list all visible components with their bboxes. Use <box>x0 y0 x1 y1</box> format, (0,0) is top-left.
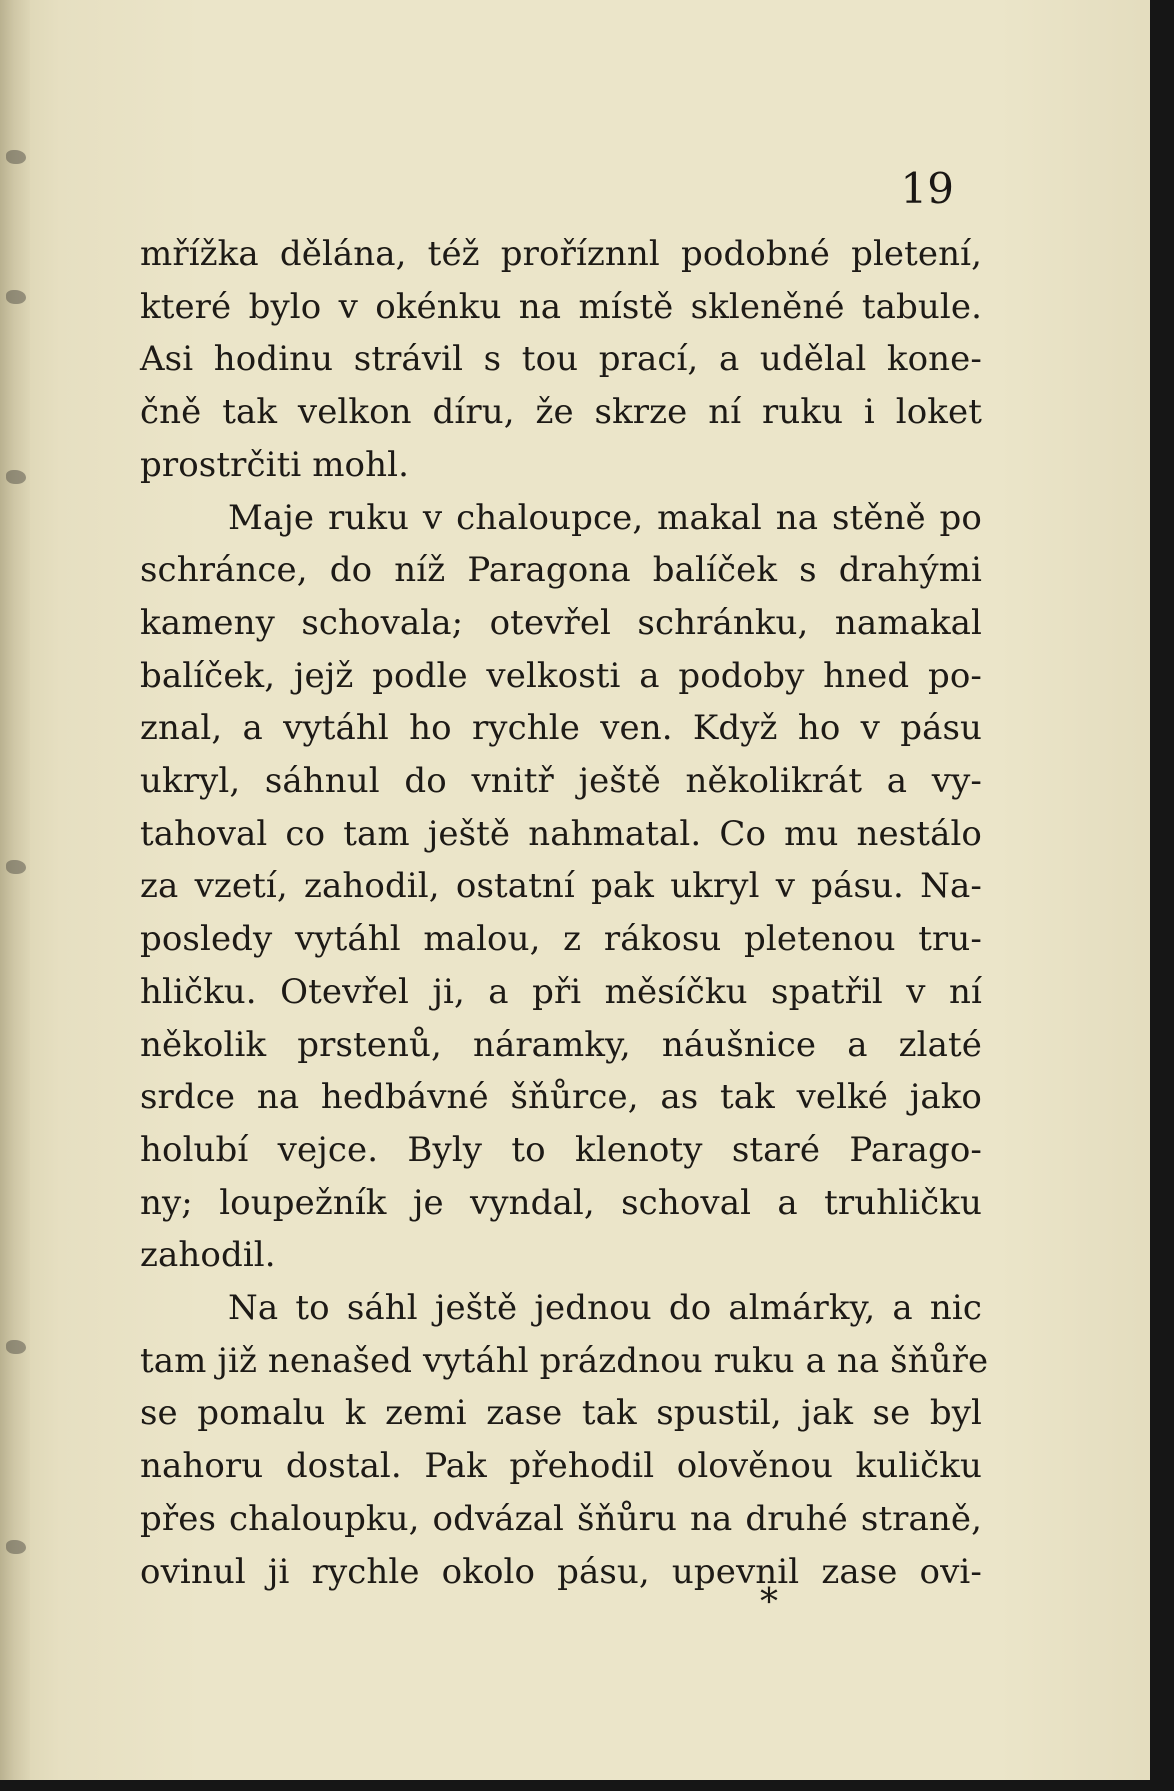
text-line: tahoval co tam ještě nahmatal. Co mu nestálo <box>140 813 982 854</box>
text-line: tam již nenašed vytáhl prázdnou ruku a na šňůře <box>140 1340 989 1381</box>
paragraph <box>140 1282 989 1598</box>
text-line: Na to sáhl ještě jednou do almárky, a nic <box>228 1288 982 1329</box>
text-line: za vzetí, zahodil, ostatní pak ukryl v pásu. Na- <box>140 866 982 907</box>
binding-stain <box>6 470 26 484</box>
text-line: hličku. Otevřel ji, a při měsíčku spatřil v ní <box>140 971 982 1012</box>
text-line: ovinul ji rychle okolo pásu, upevnil zase ovi- <box>140 1551 982 1592</box>
paragraph <box>140 492 982 1283</box>
text-line: Asi hodinu strávil s tou prací, a udělal kone- <box>140 339 982 380</box>
text-line: ny; loupežník je vyndal, schoval a truhličku <box>140 1182 982 1223</box>
text-line: balíček, jejž podle velkosti a podoby hned po- <box>140 655 982 696</box>
page-binding-edge <box>0 0 30 1780</box>
binding-stain <box>6 290 26 304</box>
signature-mark: * <box>760 1582 778 1623</box>
text-line: mřížka dělána, též proříznnl podobné pletení, <box>140 234 982 274</box>
text-line: nahoru dostal. Pak přehodil olověnou kuličku <box>140 1446 982 1487</box>
text-line: zahodil. <box>140 1235 276 1276</box>
body-text <box>140 228 989 1598</box>
text-line: čně tak velkon díru, že skrze ní ruku i loket <box>140 392 982 433</box>
text-line: kameny schovala; otevřel schránku, namakal <box>140 602 982 643</box>
text-line: prostrčiti mohl. <box>140 444 410 485</box>
binding-stain <box>6 1340 26 1354</box>
text-line: schránce, do níž Paragona balíček s drahými <box>140 550 982 591</box>
text-line: holubí vejce. Byly to klenoty staré Parago- <box>140 1129 982 1170</box>
text-line: znal, a vytáhl ho rychle ven. Když ho v pásu <box>140 708 982 749</box>
binding-stain <box>6 1540 26 1554</box>
text-line: ukryl, sáhnul do vnitř ještě několikrát a vy- <box>140 761 982 802</box>
paragraph <box>140 228 982 492</box>
text-line: posledy vytáhl malou, z rákosu pletenou tru- <box>140 919 982 960</box>
text-line: Maje ruku v chaloupce, makal na stěně po <box>228 497 982 538</box>
text-line: které bylo v okénku na místě skleněné tabule. <box>140 286 982 327</box>
binding-stain <box>6 860 26 874</box>
text-line: se pomalu k zemi zase tak spustil, jak se byl <box>140 1393 982 1434</box>
text-line: přes chaloupku, odvázal šňůru na druhé straně, <box>140 1498 982 1539</box>
binding-stain <box>6 150 26 164</box>
text-line: několik prstenů, náramky, náušnice a zlaté <box>140 1024 982 1065</box>
page-number: 19 <box>900 164 954 213</box>
text-line: srdce na hedbávné šňůrce, as tak velké jako <box>140 1077 982 1118</box>
